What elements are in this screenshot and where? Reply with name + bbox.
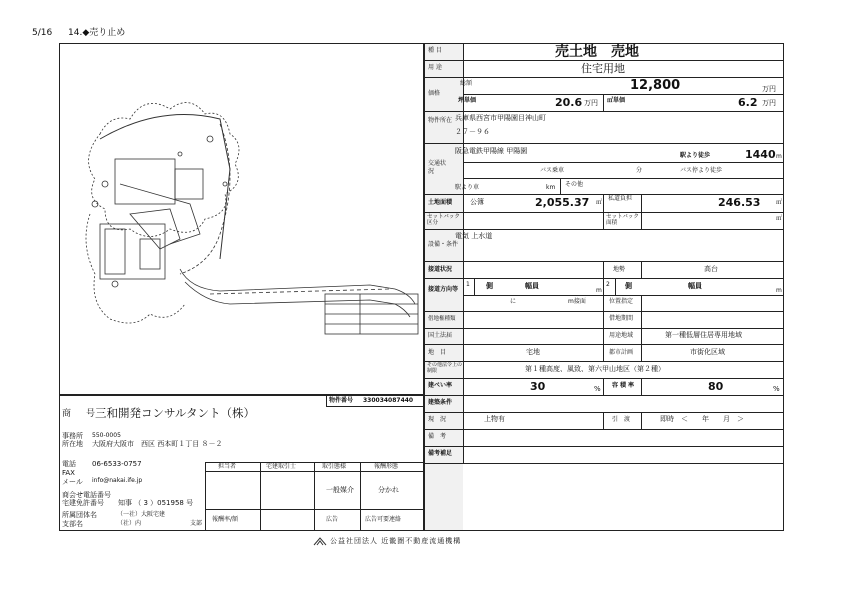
walk-unit: m: [776, 153, 782, 160]
ad-label: 広告: [326, 516, 339, 523]
walk-distance: 1440: [745, 148, 776, 161]
organization-logo: [313, 537, 327, 547]
branch-label: 支部名: [62, 520, 83, 528]
road1-side: 側: [486, 282, 493, 290]
m2-label: ㎡単価: [607, 97, 626, 104]
bus-label: バス乗車: [540, 167, 565, 174]
remarks-label: 備考: [428, 433, 453, 440]
office-zip: 550-0005: [92, 432, 121, 439]
delivery-value: 即時 ＜ 年 月 ＞: [660, 415, 744, 423]
train-line: 阪急電鉄甲陽線 甲陽園: [455, 147, 528, 155]
location-label: 物件所在: [428, 117, 453, 124]
tsubo-price: 20.6: [555, 96, 583, 109]
footer-organization: 公益社団法人 近畿圏不動産流通機構: [330, 537, 462, 545]
site-plan-frame: [59, 43, 424, 395]
tsubo-label: 坪単価: [458, 97, 477, 104]
far-value: 80: [708, 380, 724, 393]
private-road-label: 私道負担: [608, 195, 633, 202]
national-law-label: 国土法届: [428, 332, 453, 339]
land-law-label: 借地権種類: [428, 316, 456, 322]
land-lease-label: 借地期間: [609, 315, 634, 322]
land-area-unit: ㎡: [596, 199, 603, 206]
road2-side: 側: [625, 282, 632, 290]
ad-value: 広告可要連絡: [365, 516, 402, 523]
org-name: （一社）大阪宅建: [117, 511, 166, 518]
status-label: 現況: [428, 416, 453, 423]
trade-name-label: 商 号: [62, 409, 99, 419]
address-line-1: 兵庫県西宮市甲陽園目神山町: [455, 114, 546, 122]
remarks2-label: 備考補足: [428, 450, 453, 457]
car-label: 駅より車: [455, 184, 480, 191]
address-line-2: ２７－９６: [455, 128, 490, 136]
terrain-label: 地勢: [613, 266, 626, 273]
listing-number: 330034087440: [363, 397, 414, 404]
walk-label: 駅より徒歩: [680, 152, 711, 159]
license-label: 宅建免許番号: [62, 499, 104, 507]
road2-width-unit: m: [776, 287, 782, 294]
conditions-label: 建築条件: [428, 399, 453, 406]
bus-stop-label: バス停より徒歩: [680, 167, 723, 174]
commission-col-fee: 報酬形態: [374, 463, 399, 470]
org-label: 所属団体名: [62, 511, 97, 519]
property-type-title: 売土地 売地: [555, 44, 639, 60]
private-road-unit: ㎡: [776, 199, 783, 206]
branch-value: （社）内: [117, 520, 142, 527]
far-label: 容積率: [612, 382, 637, 389]
total-price: 12,800: [630, 78, 681, 93]
land-category-label: 地目: [428, 349, 453, 356]
total-label: 総額: [460, 80, 473, 87]
fee-split: 分かれ: [378, 486, 399, 494]
m2-unit: 万円: [762, 99, 776, 107]
road1-width-unit: m: [596, 287, 602, 294]
company-address: 大阪府大阪市 西区 西本町１丁目 ８－２: [92, 440, 223, 448]
fax-label: FAX: [62, 469, 75, 477]
facilities-label: 設備・条件: [428, 241, 459, 248]
other-legal-value: 第１種高度、風致、第六甲山地区（第２種）: [525, 365, 665, 373]
mail-label: メール: [62, 478, 83, 486]
other-label: その他: [565, 181, 584, 188]
urban-plan-label: 都市計画: [609, 349, 634, 356]
date-stamp: 5/16: [32, 28, 53, 38]
commission-col-type: 取引態様: [322, 463, 347, 470]
delivery-label: 引渡: [612, 416, 637, 423]
bcr-value: 30: [530, 380, 546, 393]
frontage-label: m接面: [568, 298, 586, 305]
mail-address: info@nakai.ife.jp: [92, 477, 143, 484]
bcr-label: 建ぺい率: [428, 382, 453, 389]
access-label: 接道状況: [428, 266, 453, 273]
far-unit: %: [773, 385, 780, 393]
office-label: 事務所: [62, 432, 83, 440]
terrain-value: 高台: [704, 265, 718, 273]
km-unit: km: [546, 184, 556, 191]
tel-label: 電話: [62, 460, 76, 468]
setback-area-label: セットバック面積: [606, 214, 639, 227]
road1-number: 1: [466, 281, 470, 288]
address-label: 所在地: [62, 440, 83, 448]
zoning-label: 用途地域: [609, 332, 634, 339]
transaction-type: 一般媒介: [326, 486, 354, 494]
assoc-tel-label: 商会せ電話番号: [62, 491, 111, 499]
site-plan-drawing: [60, 44, 423, 394]
bcr-unit: %: [594, 385, 601, 393]
setback-area-unit: ㎡: [776, 215, 783, 222]
facilities-value: 電気 上水道: [455, 232, 493, 240]
traffic-label: 交通状況: [428, 160, 447, 175]
sale-status-note: 14.◆売り止め: [68, 28, 126, 38]
tel-number: 06-6533-0757: [92, 460, 142, 468]
direction-label: 接道方向等: [428, 286, 459, 293]
listing-number-label: 物件番号: [329, 397, 354, 404]
frontage-ni: に: [510, 298, 517, 305]
private-road-area: 246.53: [718, 196, 761, 209]
m2-price: 6.2: [738, 96, 758, 109]
price-unit: 万円: [762, 85, 776, 93]
urban-plan-value: 市街化区域: [690, 348, 725, 356]
road2-number: 2: [606, 281, 610, 288]
land-area: 2,055.37: [535, 196, 590, 209]
setback-label: セットバック区分: [427, 214, 460, 227]
status-value: 上物有: [484, 415, 505, 423]
price-label: 価格: [428, 90, 441, 97]
tsubo-unit: 万円: [584, 99, 598, 107]
road1-width-label: 幅員: [525, 282, 539, 290]
zoning-value: 第一種低層住居専用地域: [665, 331, 742, 339]
branch-suffix: 支部: [190, 520, 203, 527]
land-category-value: 宅地: [526, 348, 540, 356]
land-area-label: 土地面積: [428, 199, 453, 206]
commission-col-agent: 担当者: [218, 463, 237, 470]
road2-width-label: 幅員: [688, 282, 702, 290]
position-label: 位置指定: [609, 298, 634, 305]
land-area-type: 公簿: [470, 198, 484, 206]
bus-minute-unit: 分: [636, 167, 643, 174]
company-name: 三和開発コンサルタント（株）: [95, 406, 255, 420]
commission-col-broker: 宅建取引士: [266, 463, 297, 470]
license-number: 知事 （ 3 ）051958 号: [118, 499, 194, 507]
other-legal-label: その他法令上の制限: [427, 362, 463, 374]
fee-rate-label: 報酬率/額: [212, 516, 239, 523]
property-use: 住宅用地: [581, 62, 625, 75]
